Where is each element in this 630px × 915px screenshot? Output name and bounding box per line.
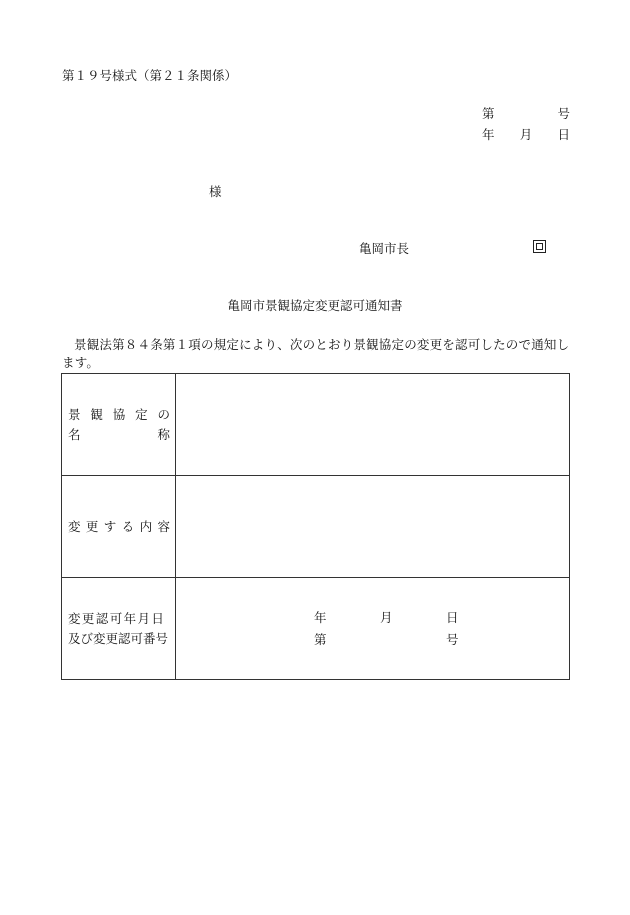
label-char: 更 — [85, 518, 99, 534]
label-approval-number: 及び変更認可番号 — [68, 630, 169, 646]
seal-mark — [533, 240, 546, 253]
table-row-approval-info — [62, 578, 570, 680]
label-char: 景 — [68, 406, 81, 422]
issue-number-prefix: 第 — [482, 106, 495, 121]
value-approval-info[interactable] — [176, 578, 570, 680]
approval-number-spacer — [380, 629, 440, 651]
label-char: る — [121, 518, 135, 534]
approval-date-number-grid — [314, 607, 569, 651]
label-approval-info — [62, 578, 176, 680]
label-char: す — [103, 518, 117, 534]
approval-date-year: 年 — [314, 609, 327, 625]
addressee-suffix: 様 — [209, 184, 222, 199]
label-agreement-name — [62, 374, 176, 476]
issue-date-day: 日 — [557, 127, 570, 142]
label-char: 観 — [90, 406, 103, 422]
value-change-content[interactable] — [176, 476, 570, 578]
label-char: 協 — [112, 406, 126, 422]
issue-date-month: 月 — [519, 127, 533, 142]
approval-number-suffix: 号 — [446, 631, 459, 647]
approval-number-prefix: 第 — [314, 631, 327, 647]
label-agreement-name-line2 — [68, 425, 170, 445]
label-char: 定 — [135, 406, 148, 422]
document-title: 亀岡市景観協定変更認可通知書 — [227, 298, 403, 313]
issuer-name: 亀岡市長 — [359, 241, 410, 256]
label-char: 内 — [139, 518, 153, 534]
label-char: 称 — [157, 426, 170, 442]
label-change-content — [62, 476, 176, 578]
label-agreement-name-line1 — [68, 405, 170, 425]
value-agreement-name[interactable] — [176, 374, 570, 476]
label-char: の — [157, 406, 170, 422]
label-change-content-line — [68, 517, 170, 537]
form-number: 第１９号様式（第２１条関係） — [62, 68, 238, 83]
issue-number — [482, 106, 570, 122]
issue-date — [482, 127, 570, 143]
issue-date-year: 年 — [482, 127, 495, 142]
issue-number-suffix: 号 — [557, 106, 570, 121]
approval-date-day: 日 — [446, 609, 459, 625]
table-row-change-content — [62, 476, 570, 578]
form-table — [61, 373, 570, 680]
approval-date-month: 月 — [380, 609, 393, 625]
table-row-agreement-name — [62, 374, 570, 476]
label-approval-date: 変更認可年月日 — [68, 610, 166, 626]
label-char: 変 — [68, 518, 81, 534]
label-char: 名 — [68, 426, 81, 442]
label-char: 容 — [157, 518, 170, 534]
body-text: 景観法第８４条第１項の規定により、次のとおり景観協定の変更を認可したので通知します。 — [62, 337, 570, 370]
